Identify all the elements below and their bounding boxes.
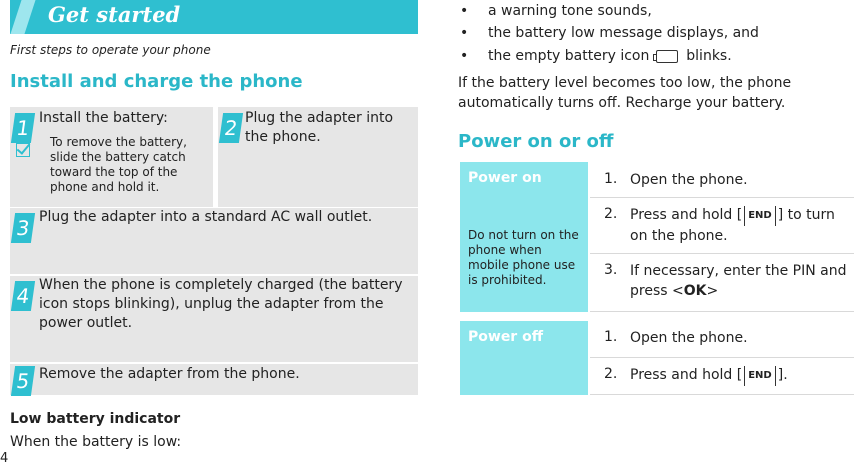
power-on-label: Power on [468, 170, 542, 186]
step-text: When the phone is completely charged (the battery icon stops blinking), unplug the adapter from the power outlet. [39, 277, 403, 331]
step-number: 3 [11, 213, 35, 243]
section-banner [10, 0, 418, 34]
step-number: 2 [219, 113, 243, 143]
step-5-cell [10, 364, 418, 395]
page-title: Get started [48, 2, 181, 27]
step-3-cell [10, 208, 418, 274]
step-2-cell [218, 107, 418, 207]
table-row: 2. Press and hold [ END ] to turn on the phone. [590, 198, 854, 254]
checkmark-icon [16, 143, 30, 157]
step-number: 1 [11, 113, 35, 143]
step-number: 5 [11, 366, 35, 396]
step-text: Plug the adapter into a standard AC wall outlet. [39, 209, 373, 225]
end-key-icon: END [744, 366, 776, 386]
power-off-label: Power off [468, 329, 544, 345]
step-text: Remove the adapter from the phone. [39, 366, 300, 382]
step-number: 4 [11, 281, 35, 311]
power-off-label-cell [460, 321, 588, 395]
step-text: Install the battery: [39, 110, 168, 126]
table-row: 2. Press and hold [ END ]. [590, 358, 854, 395]
step-note: To remove the battery, slide the battery catch toward the top of the phone and hold it. [50, 135, 187, 194]
end-key-icon: END [744, 206, 776, 226]
low-battery-after: If the battery level becomes too low, the phone automatically turns off. Recharge your battery. [458, 75, 792, 111]
empty-battery-icon [656, 50, 678, 63]
install-heading: Install and charge the phone [10, 71, 303, 92]
page-subtitle: First steps to operate your phone [10, 43, 211, 57]
power-heading: Power on or off [458, 131, 614, 152]
power-on-label-cell [460, 162, 588, 312]
banner-tab [10, 0, 35, 34]
table-row: 1. Open the phone. [590, 162, 854, 198]
low-battery-intro: When the battery is low: [10, 434, 182, 450]
power-on-note: Do not turn on the phone when mobile phone use is prohibited. [468, 228, 579, 287]
low-battery-heading: Low battery indicator [10, 411, 181, 427]
table-row: 3. If necessary, enter the PIN and press <OK> [590, 254, 854, 312]
page-number: 4 [0, 451, 9, 466]
step-4-cell [10, 276, 418, 362]
table-row: 1. Open the phone. [590, 321, 854, 358]
step-1-cell [10, 107, 213, 207]
step-text: Plug the adapter into the phone. [245, 110, 394, 145]
